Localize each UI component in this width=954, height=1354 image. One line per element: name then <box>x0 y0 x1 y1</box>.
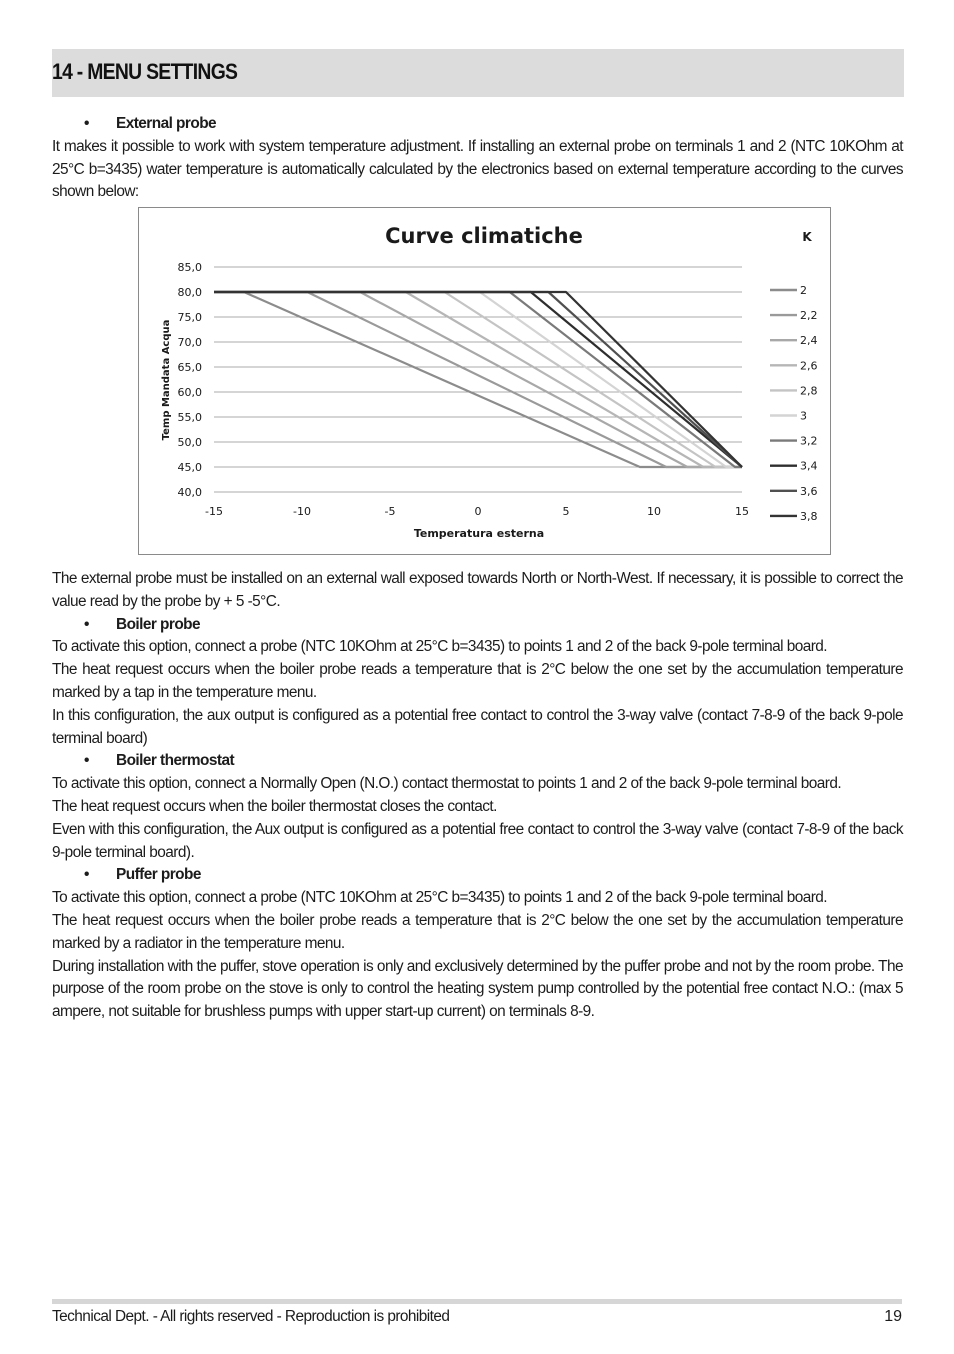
legend-label: 2,8 <box>800 384 818 398</box>
puffer-probe-paragraph-1: To activate this option, connect a probe (NTC 10KOhm at 25°C b=3435) to points 1 and 2 of the back 9-pole terminal board. <box>52 889 828 907</box>
legend-label: 2,6 <box>800 359 818 373</box>
y-tick-label: 80,0 <box>177 286 202 299</box>
chart-gridlines <box>214 267 742 492</box>
series-line-3-4 <box>214 292 742 467</box>
bullet-icon: • <box>84 866 89 884</box>
bullet-icon: • <box>84 115 89 132</box>
series-line-2-2 <box>214 292 742 467</box>
x-tick-label: 15 <box>735 505 749 518</box>
y-tick-label: 65,0 <box>177 361 202 374</box>
x-axis-label: Temperatura esterna <box>413 527 545 540</box>
legend-label: 3,4 <box>800 459 818 473</box>
y-tick-label: 50,0 <box>177 436 202 449</box>
external-probe-heading <box>52 113 903 136</box>
y-tick-label: 85,0 <box>177 261 202 274</box>
boiler-thermostat-heading <box>52 750 903 773</box>
y-axis-label: Temp Mandata Acqua <box>161 319 172 441</box>
chart-legend <box>770 284 818 523</box>
x-tick-label: -15 <box>205 505 223 518</box>
x-tick-label: 0 <box>474 505 482 518</box>
chart-title: Curve climatiche <box>385 224 583 248</box>
legend-label: 3,2 <box>800 434 818 448</box>
page-number: 19 <box>884 1308 902 1325</box>
boiler-probe-paragraph-2: The heat request occurs when the boiler probe reads a temperature that is 2°C below the one set by the accumulation temperature marked by a tap in the temperature menu. <box>52 661 903 701</box>
legend-label: 2,2 <box>800 309 818 323</box>
legend-label: 3,8 <box>800 509 818 523</box>
series-line-2-4 <box>214 292 742 467</box>
puffer-probe-heading <box>52 864 903 887</box>
section-header-bar <box>52 49 904 97</box>
climatic-curves-chart <box>138 207 831 555</box>
footer-copyright: Technical Dept. - All rights reserved - Reproduction is prohibited <box>52 1308 450 1325</box>
x-tick-label: -10 <box>293 505 311 518</box>
boiler-thermostat-paragraph-1: To activate this option, connect a Normally Open (N.O.) contact thermostat to points 1 and 2 of the back 9-pole terminal board. <box>52 775 842 793</box>
body-text <box>52 568 903 1024</box>
series-line-3-8 <box>214 292 742 467</box>
y-tick-label: 55,0 <box>177 411 202 424</box>
page-title: 14 - MENU SETTINGS <box>52 59 238 84</box>
external-probe-section <box>52 113 903 204</box>
y-tick-label: 45,0 <box>177 461 202 474</box>
chart-svg <box>139 208 830 554</box>
external-probe-heading-text: External probe <box>116 115 217 132</box>
boiler-thermostat-heading-text: Boiler thermostat <box>116 752 235 770</box>
legend-title: K <box>802 230 812 244</box>
puffer-probe-heading-text: Puffer probe <box>116 866 201 884</box>
boiler-probe-heading <box>52 614 903 637</box>
puffer-probe-paragraph-2: The heat request occurs when the boiler probe reads a temperature that is 2°C below the one set by the accumulation temperature marked by a radiator in the temperature menu. <box>52 911 903 952</box>
legend-label: 3 <box>800 409 807 423</box>
puffer-probe-paragraph-3: During installation with the puffer, stove operation is only and exclusively determined by the puffer probe and not by the room probe. The purpose of the room probe on the stove is only to control the heating system pump controlled by the potential free contact N.O.: (max 5 ampere, not suitable for brushless pumps with upper start-up current) on terminals 8-9. <box>52 957 903 1021</box>
footer-divider <box>52 1299 902 1304</box>
x-tick-label: -5 <box>384 505 396 518</box>
y-tick-label: 60,0 <box>177 386 202 399</box>
x-tick-label: 10 <box>647 505 661 518</box>
x-tick-label: 5 <box>562 505 570 518</box>
series-line-2-6 <box>214 292 742 467</box>
boiler-probe-paragraph-3: In this configuration, the aux output is configured as a potential free contact to control the 3-way valve (contact 7-8-9 of the back 9-pole terminal board) <box>52 706 903 747</box>
boiler-probe-heading-text: Boiler probe <box>116 615 201 633</box>
external-probe-note: The external probe must be installed on an external wall exposed towards North or North-West. If necessary, it is possible to correct the value read by the probe by + 5 -5°C. <box>52 570 903 610</box>
series-line-3-6 <box>214 292 742 467</box>
legend-label: 3,6 <box>800 484 818 498</box>
series-line-2-8 <box>214 292 742 467</box>
boiler-thermostat-paragraph-2: The heat request occurs when the boiler thermostat closes the contact. <box>52 797 497 815</box>
boiler-probe-paragraph-1: To activate this option, connect a probe (NTC 10KOhm at 25°C b=3435) to points 1 and 2 of the back 9-pole terminal board. <box>52 638 828 656</box>
y-tick-label: 75,0 <box>177 311 202 324</box>
y-tick-label: 70,0 <box>177 336 202 349</box>
series-line-2 <box>214 292 742 467</box>
legend-label: 2,4 <box>800 334 818 348</box>
bullet-icon: • <box>84 615 89 633</box>
y-tick-label: 40,0 <box>177 486 202 499</box>
series-line-3 <box>214 292 742 467</box>
external-probe-paragraph: It makes it possible to work with system temperature adjustment. If installing an external probe on terminals 1 and 2 (NTC 10KOhm at 25°C b=3435) water temperature is automatically calculated by the electronics based on external temperature according to the curves shown below: <box>52 137 903 201</box>
bullet-icon: • <box>84 752 89 770</box>
chart-series <box>214 292 742 467</box>
legend-label: 2 <box>800 284 807 297</box>
boiler-thermostat-paragraph-3: Even with this configuration, the Aux output is configured as a potential free contact to control the 3-way valve (contact 7-8-9 of the back 9-pole terminal board). <box>52 820 903 861</box>
series-line-3-2 <box>214 292 742 467</box>
